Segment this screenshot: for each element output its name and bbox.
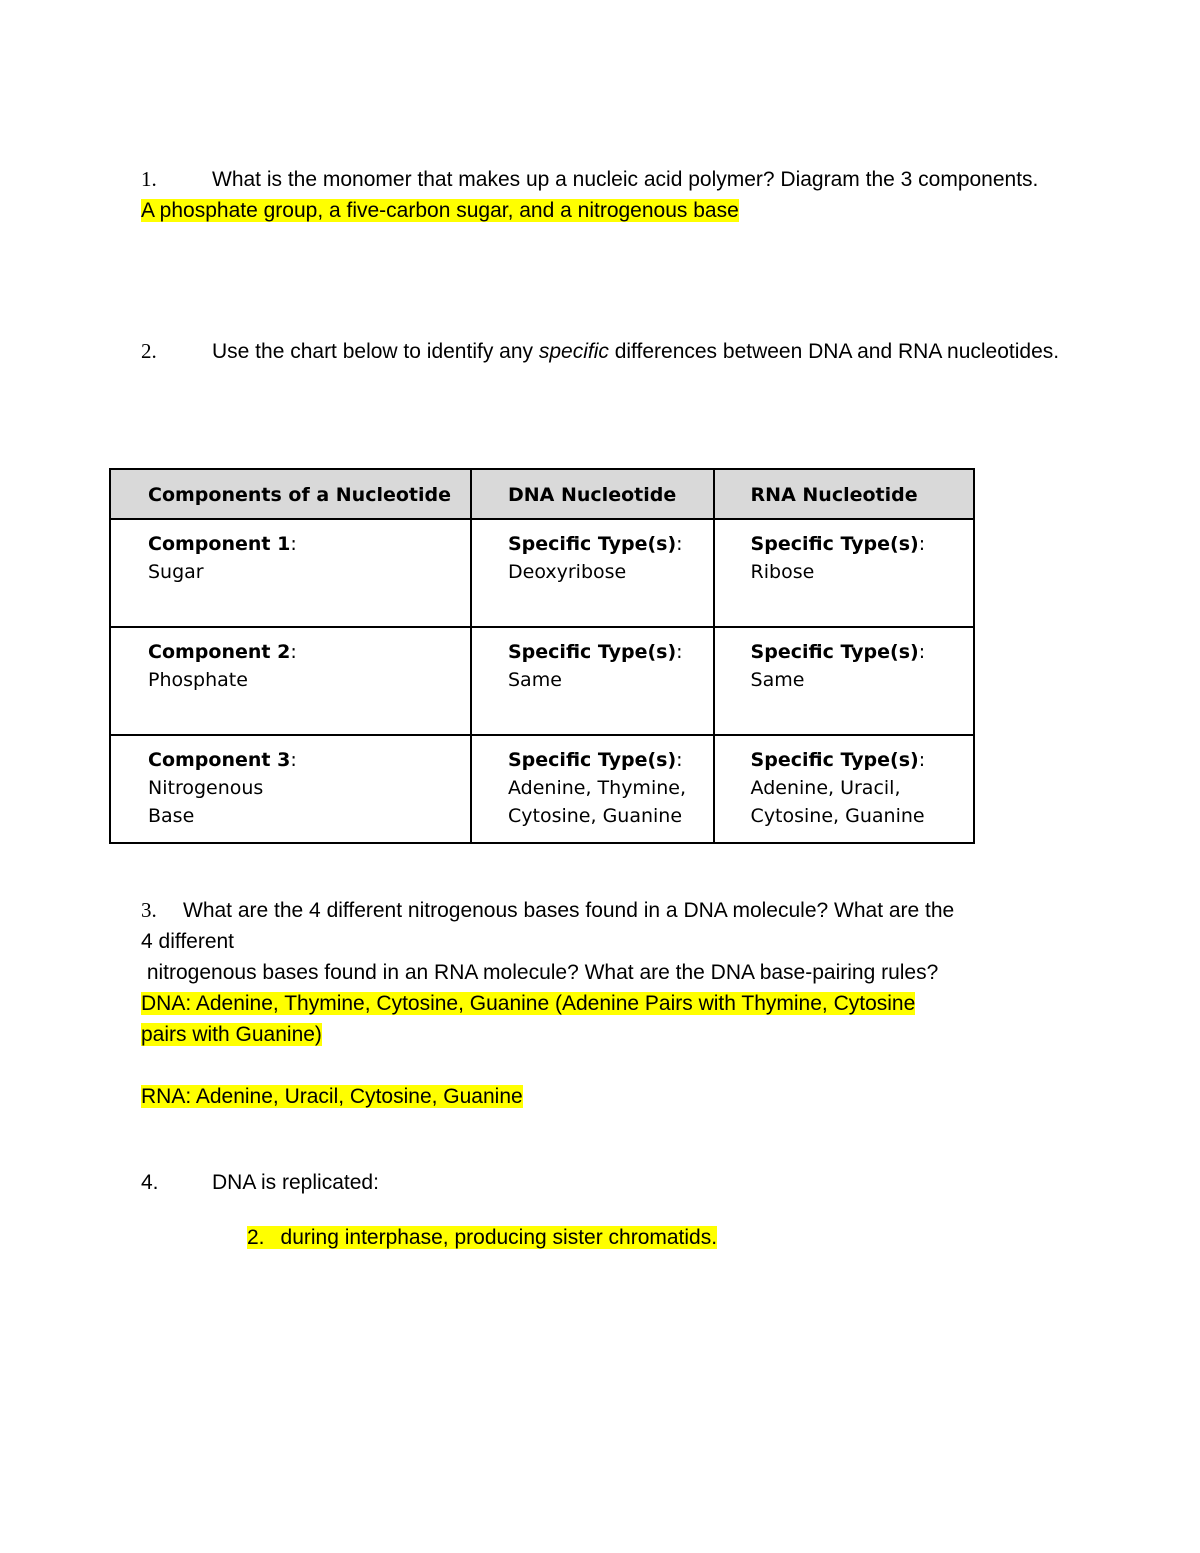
- component-cell: Component 3: Nitrogenous Base: [110, 735, 471, 843]
- question-2: [141, 336, 1061, 367]
- table-row: [110, 627, 974, 735]
- header-dna: DNA Nucleotide: [471, 469, 714, 519]
- question-1-answer: A phosphate group, a five-carbon sugar, and a nitrogenous base: [141, 199, 739, 222]
- table-row: [110, 519, 974, 627]
- question-2-text: Use the chart below to identify any specific differences between DNA and RNA nucleotides.: [212, 340, 1060, 363]
- dna-cell: Specific Type(s): Adenine, Thymine, Cytosine, Guanine: [471, 735, 714, 843]
- question-4-answer: 2. during interphase, producing sister chromatids.: [247, 1226, 718, 1249]
- question-1-number: 1.: [141, 167, 157, 191]
- question-4-text: DNA is replicated:: [212, 1171, 379, 1194]
- rna-cell: Specific Type(s): Adenine, Uracil, Cytosine, Guanine: [714, 735, 974, 843]
- question-3-number: 3.: [141, 898, 157, 922]
- rna-cell: Specific Type(s): Same: [714, 627, 974, 735]
- question-4: [141, 1167, 1061, 1198]
- question-4-number: 4.: [141, 1171, 159, 1194]
- header-rna: RNA Nucleotide: [714, 469, 974, 519]
- component-cell: Component 1: Sugar: [110, 519, 471, 627]
- table-row: [110, 735, 974, 843]
- question-2-number: 2.: [141, 339, 157, 363]
- nucleotide-comparison-table: [109, 468, 975, 844]
- dna-cell: Specific Type(s): Deoxyribose: [471, 519, 714, 627]
- question-1-text: What is the monomer that makes up a nucleic acid polymer? Diagram the 3 components.: [212, 168, 1039, 191]
- question-3-text: 3. What are the 4 different nitrogenous bases found in a DNA molecule? What are the: [141, 895, 1061, 926]
- table-header-row: [110, 469, 974, 519]
- component-cell: Component 2: Phosphate: [110, 627, 471, 735]
- dna-cell: Specific Type(s): Same: [471, 627, 714, 735]
- header-components: Components of a Nucleotide: [110, 469, 471, 519]
- question-3: 3. What are the 4 different nitrogenous bases found in a DNA molecule? What are the 4 different nitrogenous bases found in an RNA molecule? What are the DNA base-pairing rules? DNA: Adenine, Thymine, Cytosine, Guanine (Adenine Pairs with Thymine, Cytosine pairs with Guanine) RNA: Adenine, Uracil, Cytosine, Guanine: [141, 895, 1061, 1112]
- question-3-answer-dna: DNA: Adenine, Thymine, Cytosine, Guanine (Adenine Pairs with Thymine, Cytosine pairs with Guanine): [141, 992, 916, 1046]
- question-3-answer-rna: RNA: Adenine, Uracil, Cytosine, Guanine: [141, 1085, 523, 1108]
- rna-cell: Specific Type(s): Ribose: [714, 519, 974, 627]
- question-1: [141, 164, 1061, 226]
